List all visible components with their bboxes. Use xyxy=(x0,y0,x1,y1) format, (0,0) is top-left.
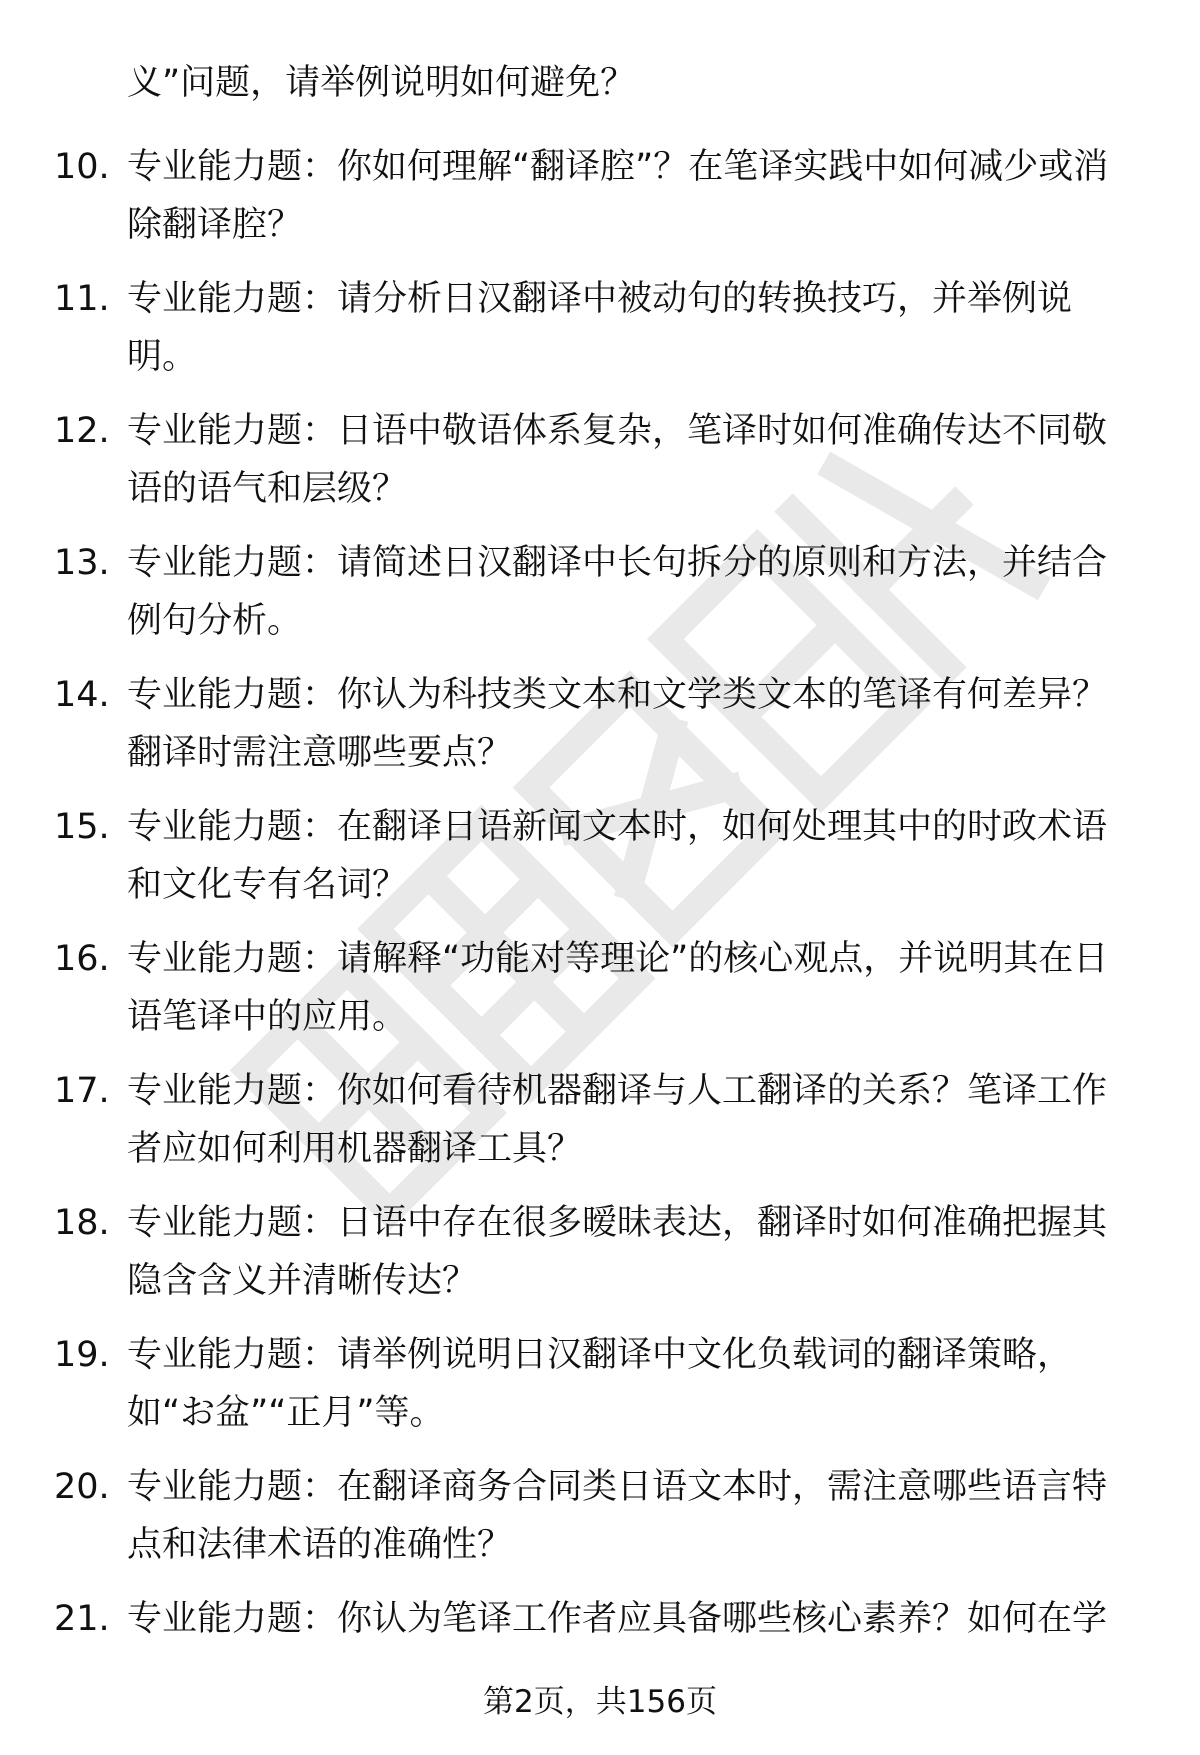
question-number: 20. xyxy=(54,1467,110,1507)
question-item xyxy=(0,270,1200,402)
question-number: 18. xyxy=(54,1203,110,1243)
question-text: 专业能力题：日语中存在很多暧昧表达，翻译时如何准确把握其隐含含义并清晰传达？ xyxy=(127,1203,1108,1301)
question-number: 16. xyxy=(54,939,110,979)
question-item xyxy=(0,666,1200,798)
question-item xyxy=(0,930,1200,1062)
question-item xyxy=(0,1326,1200,1458)
question-text: 专业能力题：请举例说明日汉翻译中文化负载词的翻译策略，如“お盆”“正月”等。 xyxy=(127,1335,1073,1433)
question-item xyxy=(0,798,1200,930)
question-number: 21. xyxy=(54,1599,110,1639)
question-text: 专业能力题：你如何理解“翻译腔”？在笔译实践中如何减少或消除翻译腔？ xyxy=(127,147,1109,245)
question-text: 专业能力题：你如何看待机器翻译与人工翻译的关系？笔译工作者应如何利用机器翻译工具？ xyxy=(127,1071,1108,1169)
page-footer: 第2页，共156页 xyxy=(483,1684,717,1720)
question-text: 专业能力题：请分析日汉翻译中被动句的转换技巧，并举例说明。 xyxy=(127,279,1073,377)
question-item xyxy=(0,534,1200,666)
question-list xyxy=(0,138,1200,1722)
question-item xyxy=(0,1458,1200,1590)
question-number: 11. xyxy=(54,279,110,319)
question-number: 14. xyxy=(54,675,110,715)
question-text: 专业能力题：请解释“功能对等理论”的核心观点，并说明其在日语笔译中的应用。 xyxy=(127,939,1109,1037)
question-number: 17. xyxy=(54,1071,110,1111)
continuation-line: 义”问题，请举例说明如何避免？ xyxy=(127,63,636,103)
question-text: 专业能力题：请简述日汉翻译中长句拆分的原则和方法，并结合例句分析。 xyxy=(127,543,1108,641)
question-item xyxy=(0,138,1200,270)
question-text: 专业能力题：在翻译商务合同类日语文本时，需注意哪些语言特点和法律术语的准确性？ xyxy=(127,1467,1108,1565)
question-item xyxy=(0,1062,1200,1194)
question-text: 专业能力题：日语中敬语体系复杂，笔译时如何准确传达不同敬语的语气和层级？ xyxy=(127,411,1108,509)
question-text: 专业能力题：你认为笔译工作者应具备哪些核心素养？如何在学 xyxy=(127,1599,1108,1639)
question-number: 19. xyxy=(54,1335,110,1375)
question-number: 10. xyxy=(54,147,110,187)
question-item xyxy=(0,1194,1200,1326)
question-item xyxy=(0,402,1200,534)
question-text: 专业能力题：你认为科技类文本和文学类文本的笔译有何差异？翻译时需注意哪些要点？ xyxy=(127,675,1108,773)
question-number: 12. xyxy=(54,411,110,451)
question-number: 15. xyxy=(54,807,110,847)
question-number: 13. xyxy=(54,543,110,583)
question-text: 专业能力题：在翻译日语新闻文本时，如何处理其中的时政术语和文化专有名词？ xyxy=(127,807,1108,905)
